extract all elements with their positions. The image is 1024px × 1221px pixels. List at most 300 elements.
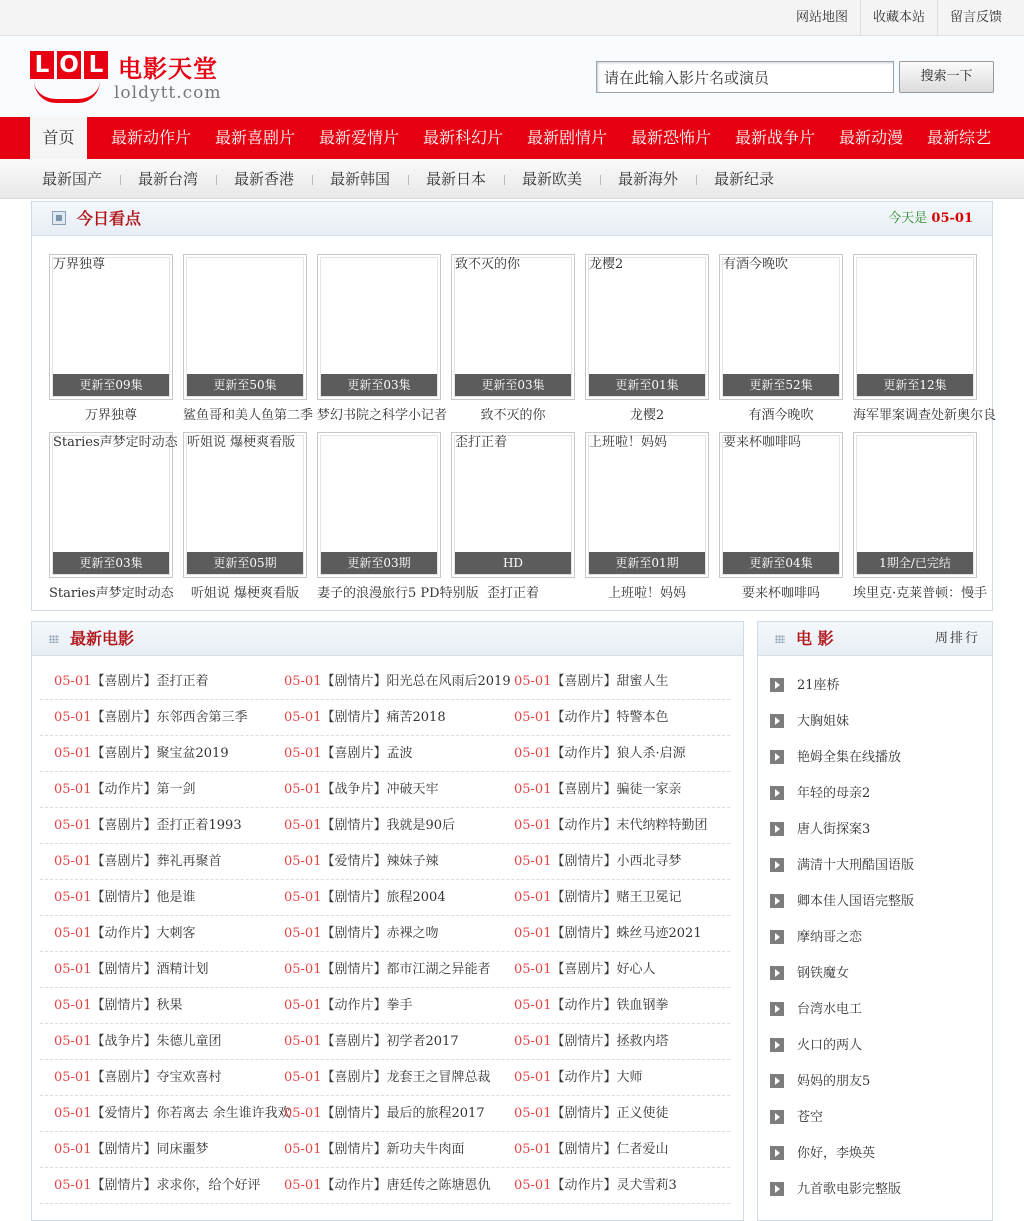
movie-link[interactable] — [284, 880, 509, 916]
poster-frame — [186, 257, 304, 397]
movie-link[interactable] — [514, 1168, 724, 1204]
movie-poster[interactable] — [49, 254, 173, 400]
movie-poster[interactable] — [183, 432, 307, 578]
movie-link[interactable] — [284, 1024, 509, 1060]
panel-square-icon — [52, 211, 66, 225]
subnav-hongkong[interactable]: 最新香港 — [234, 170, 295, 188]
movie-link[interactable] — [54, 1096, 291, 1132]
nav-drama[interactable]: 最新剧情片 — [527, 128, 608, 147]
table-row — [40, 844, 730, 880]
movie-date: 05-01 — [514, 854, 552, 869]
logo-chinese-name: 电影天堂 — [118, 55, 218, 83]
rank-item[interactable] — [770, 812, 980, 848]
movie-date: 05-01 — [54, 962, 92, 977]
movie-link[interactable] — [514, 808, 724, 844]
movie-genre: 【动作片】 — [551, 998, 617, 1013]
poster-frame — [52, 435, 178, 575]
play-arrow-icon — [770, 894, 784, 908]
movie-link[interactable] — [514, 916, 724, 952]
movie-link[interactable] — [54, 1168, 279, 1204]
movie-genre: 【喜剧片】 — [91, 746, 157, 761]
movie-card[interactable] — [49, 432, 178, 601]
movie-link[interactable] — [54, 1024, 279, 1060]
grid-dots-icon — [49, 635, 59, 643]
movie-title: 好心人 — [616, 962, 656, 977]
movie-link[interactable] — [514, 880, 724, 916]
movie-genre: 【动作片】 — [91, 782, 157, 797]
movie-link[interactable] — [54, 664, 279, 700]
movie-date: 05-01 — [514, 710, 552, 725]
rank-item[interactable] — [770, 848, 980, 884]
rank-item-title: 你好，李焕英 — [797, 1146, 876, 1161]
panel-header — [32, 202, 992, 236]
movie-card[interactable] — [853, 254, 997, 423]
play-arrow-icon — [770, 786, 784, 800]
movie-genre: 【剧情片】 — [321, 710, 387, 725]
movie-date: 05-01 — [284, 890, 322, 905]
movie-link[interactable] — [54, 880, 279, 916]
movie-link[interactable] — [284, 1168, 509, 1204]
movie-link[interactable] — [54, 952, 279, 988]
table-row — [40, 1096, 730, 1132]
movie-date: 05-01 — [514, 1034, 552, 1049]
movie-genre: 【喜剧片】 — [551, 962, 617, 977]
movie-date: 05-01 — [284, 1142, 322, 1157]
rank-item[interactable] — [770, 704, 980, 740]
movie-date: 05-01 — [54, 854, 92, 869]
movie-caption[interactable]: 上班啦！妈妈 — [607, 586, 686, 601]
poster-frame — [722, 257, 840, 397]
movie-title: 拯救内塔 — [616, 1034, 669, 1049]
update-badge: 更新至04集 — [723, 552, 839, 574]
movie-link[interactable] — [514, 952, 724, 988]
movie-caption[interactable]: 有酒今晚吹 — [748, 408, 814, 423]
movie-date: 05-01 — [54, 746, 92, 761]
movie-title: 龙套王之冒牌总裁 — [386, 1070, 491, 1085]
movie-date: 05-01 — [514, 926, 552, 941]
rank-item-title: 大胸姐妹 — [797, 714, 850, 729]
movie-poster[interactable] — [853, 254, 977, 400]
play-arrow-icon — [770, 750, 784, 764]
subnav-western[interactable]: 最新欧美 — [522, 170, 583, 188]
movie-date: 05-01 — [54, 674, 92, 689]
movie-link[interactable] — [284, 1060, 509, 1096]
movie-link[interactable] — [284, 988, 509, 1024]
movie-link[interactable] — [514, 1060, 724, 1096]
table-row — [40, 988, 730, 1024]
movie-title: 都市江湖之异能者 — [386, 962, 491, 977]
movie-caption[interactable]: 龙樱2 — [629, 408, 665, 423]
rank-item[interactable] — [770, 992, 980, 1028]
movie-title: 小西北寻梦 — [616, 854, 682, 869]
movie-title: 狼人杀·启源 — [616, 746, 686, 761]
movie-link[interactable] — [514, 1024, 724, 1060]
movie-link[interactable] — [514, 844, 724, 880]
movie-link[interactable] — [54, 700, 279, 736]
movie-link[interactable] — [284, 808, 509, 844]
movie-title: 仁者爱山 — [616, 1142, 669, 1157]
movie-caption[interactable]: 听姐说 爆梗爽看版 — [190, 586, 300, 601]
play-arrow-icon — [770, 930, 784, 944]
movie-genre: 【剧情片】 — [91, 890, 157, 905]
movie-poster[interactable] — [451, 432, 575, 578]
weekly-rank-tab[interactable]: 周排行 — [934, 631, 980, 646]
movie-title: 拳手 — [386, 998, 413, 1013]
nav-romance[interactable]: 最新爱情片 — [319, 128, 400, 147]
poster-frame — [588, 435, 706, 575]
subnav-japan[interactable]: 最新日本 — [426, 170, 487, 188]
movie-poster[interactable] — [317, 254, 441, 400]
movie-card[interactable] — [49, 254, 173, 423]
movie-title: 旅程2004 — [386, 890, 446, 905]
rank-item-title: 摩纳哥之恋 — [797, 930, 863, 945]
movie-poster[interactable] — [719, 432, 843, 578]
feedback-link[interactable]: 留言反馈 — [937, 0, 1014, 36]
movie-date: 05-01 — [284, 674, 322, 689]
movie-caption[interactable]: 海军罪案调查处新奥尔良 — [853, 408, 997, 423]
movie-date: 05-01 — [54, 998, 92, 1013]
movie-title: 求求你，给个好评 — [156, 1178, 261, 1193]
movie-title: 大师 — [616, 1070, 643, 1085]
nav-divider — [408, 175, 409, 185]
movie-title: 秋果 — [156, 998, 183, 1013]
movie-genre: 【喜剧片】 — [91, 818, 157, 833]
today-date — [888, 202, 973, 236]
movie-poster[interactable] — [853, 432, 977, 578]
bookmark-link[interactable]: 收藏本站 — [860, 0, 937, 36]
nav-divider — [216, 175, 217, 185]
nav-anime[interactable]: 最新动漫 — [839, 128, 904, 147]
movie-date: 05-01 — [284, 854, 322, 869]
movie-link[interactable] — [284, 1096, 509, 1132]
nav-home[interactable]: 首页 — [30, 117, 87, 159]
play-arrow-icon — [770, 1182, 784, 1196]
table-row — [40, 1024, 730, 1060]
rank-item-title: 苍空 — [797, 1110, 824, 1125]
movie-link[interactable] — [284, 916, 509, 952]
movie-date: 05-01 — [514, 962, 552, 977]
movie-title: 大刺客 — [156, 926, 196, 941]
movie-poster[interactable] — [49, 432, 178, 578]
rank-item[interactable] — [770, 1064, 980, 1100]
movie-link[interactable] — [54, 772, 279, 808]
nav-scifi[interactable]: 最新科幻片 — [423, 128, 504, 147]
rank-item[interactable] — [770, 668, 980, 704]
movie-card[interactable] — [183, 432, 307, 601]
movie-date: 05-01 — [514, 1106, 552, 1121]
movie-poster[interactable] — [585, 254, 709, 400]
movie-genre: 【动作片】 — [551, 710, 617, 725]
movie-date: 05-01 — [284, 1106, 322, 1121]
movie-card[interactable] — [719, 432, 843, 601]
movie-genre: 【剧情片】 — [91, 1142, 157, 1157]
movie-genre: 【爱情片】 — [321, 854, 387, 869]
movie-title: 正义使徒 — [616, 1106, 669, 1121]
subnav-korea[interactable]: 最新韩国 — [330, 170, 391, 188]
poster-frame — [454, 257, 572, 397]
movie-date: 05-01 — [284, 1034, 322, 1049]
nav-comedy[interactable]: 最新喜剧片 — [215, 128, 296, 147]
movie-date: 05-01 — [284, 710, 322, 725]
movie-date: 05-01 — [514, 746, 552, 761]
movie-poster[interactable] — [317, 432, 441, 578]
movie-genre: 【剧情片】 — [321, 1142, 387, 1157]
movie-card[interactable] — [317, 432, 479, 601]
movie-caption[interactable]: 歪打正着 — [486, 586, 539, 601]
movie-genre: 【动作片】 — [321, 1178, 387, 1193]
poster-alt-text: 上班啦！妈妈 — [589, 435, 668, 450]
movie-genre: 【动作片】 — [551, 818, 617, 833]
movie-link[interactable] — [54, 844, 279, 880]
movie-date: 05-01 — [514, 782, 552, 797]
movie-title: 东邻西舍第三季 — [156, 710, 248, 725]
movie-link[interactable] — [514, 664, 724, 700]
movie-poster[interactable] — [451, 254, 575, 400]
poster-frame — [856, 435, 974, 575]
movie-date: 05-01 — [514, 818, 552, 833]
movie-genre: 【剧情片】 — [551, 854, 617, 869]
rank-item-title: 年轻的母亲2 — [797, 786, 871, 801]
movie-card[interactable] — [451, 432, 575, 601]
movie-title: 冲破天牢 — [386, 782, 439, 797]
panel-title: 电 影 — [796, 629, 834, 648]
logo-letter: L — [30, 51, 54, 79]
movie-link[interactable] — [514, 736, 724, 772]
movie-caption[interactable]: 埃里克·克莱普顿：慢手 — [853, 586, 988, 601]
movie-link[interactable] — [514, 1096, 724, 1132]
movie-title: 骗徒一家亲 — [616, 782, 682, 797]
movie-title: 歪打正着1993 — [156, 818, 242, 833]
subnav-documentary[interactable]: 最新纪录 — [714, 170, 775, 188]
movie-genre: 【战争片】 — [91, 1034, 157, 1049]
logo-domain: loldytt.com — [114, 83, 222, 103]
movie-card[interactable] — [585, 254, 709, 423]
movie-link[interactable] — [284, 844, 509, 880]
movie-date: 05-01 — [514, 890, 552, 905]
update-badge: 更新至52集 — [723, 374, 839, 396]
movie-link[interactable] — [284, 664, 509, 700]
play-arrow-icon — [770, 1038, 784, 1052]
movie-title: 聚宝盆2019 — [156, 746, 229, 761]
movie-genre: 【喜剧片】 — [91, 710, 157, 725]
play-arrow-icon — [770, 1002, 784, 1016]
movie-poster[interactable] — [719, 254, 843, 400]
rank-item[interactable] — [770, 956, 980, 992]
poster-alt-text: 万界独尊 — [53, 257, 106, 272]
movie-title: 赤裸之吻 — [386, 926, 439, 941]
movie-date: 05-01 — [54, 1142, 92, 1157]
movie-poster[interactable] — [183, 254, 307, 400]
movie-link[interactable] — [284, 952, 509, 988]
movie-card[interactable] — [317, 254, 448, 423]
movie-genre: 【剧情片】 — [551, 926, 617, 941]
update-badge: 更新至50集 — [187, 374, 303, 396]
movie-date: 05-01 — [514, 1178, 552, 1193]
search-input[interactable] — [596, 61, 894, 93]
movie-poster[interactable] — [585, 432, 709, 578]
rank-item[interactable] — [770, 1100, 980, 1136]
movie-caption[interactable]: 鲨鱼哥和美人鱼第二季 — [183, 408, 314, 423]
rank-item[interactable] — [770, 1172, 980, 1208]
rank-item-title: 九首歌电影完整版 — [797, 1182, 902, 1197]
table-row — [40, 1060, 730, 1096]
site-logo[interactable] — [30, 49, 240, 107]
update-badge: 更新至05期 — [187, 552, 303, 574]
movie-genre: 【剧情片】 — [551, 1034, 617, 1049]
logo-letter: O — [57, 51, 81, 79]
movie-title: 阳光总在风雨后2019 — [386, 674, 511, 689]
movie-title: 夺宝欢喜村 — [156, 1070, 222, 1085]
movie-caption[interactable]: 要来杯咖啡吗 — [741, 586, 820, 601]
table-row — [40, 808, 730, 844]
movie-link[interactable] — [54, 988, 279, 1024]
rank-item[interactable] — [770, 776, 980, 812]
movie-genre: 【剧情片】 — [321, 1106, 387, 1121]
movie-genre: 【动作片】 — [551, 1178, 617, 1193]
play-arrow-icon — [770, 1074, 784, 1088]
movie-link[interactable] — [514, 988, 724, 1024]
rank-item-title: 妈妈的朋友5 — [797, 1074, 871, 1089]
movie-link[interactable] — [54, 808, 279, 844]
movie-genre: 【剧情片】 — [321, 926, 387, 941]
movie-card[interactable] — [719, 254, 843, 423]
movie-link[interactable] — [284, 1132, 509, 1168]
movie-ranking-panel — [757, 621, 993, 1221]
nav-war[interactable]: 最新战争片 — [735, 128, 816, 147]
movie-date: 05-01 — [284, 1070, 322, 1085]
play-arrow-icon — [770, 714, 784, 728]
movie-link[interactable] — [54, 736, 279, 772]
movie-title: 新功夫牛肉面 — [386, 1142, 465, 1157]
movie-date: 05-01 — [284, 746, 322, 761]
movie-title: 孟波 — [386, 746, 413, 761]
movie-card[interactable] — [853, 432, 988, 601]
movie-link[interactable] — [54, 916, 279, 952]
main-nav — [0, 117, 1024, 159]
poster-frame — [856, 257, 974, 397]
latest-movies-panel — [31, 621, 744, 1221]
poster-frame — [588, 257, 706, 397]
date-label: 今天是 — [888, 211, 928, 226]
movie-genre: 【剧情片】 — [321, 674, 387, 689]
grid-dots-icon — [775, 635, 785, 643]
movie-date: 05-01 — [54, 890, 92, 905]
movie-genre: 【喜剧片】 — [321, 746, 387, 761]
subnav-taiwan[interactable]: 最新台湾 — [138, 170, 199, 188]
movie-date: 05-01 — [54, 1178, 92, 1193]
table-row — [40, 700, 730, 736]
movie-date: 05-01 — [54, 710, 92, 725]
movie-date: 05-01 — [514, 1070, 552, 1085]
movie-card[interactable] — [585, 432, 709, 601]
movie-link[interactable] — [514, 772, 724, 808]
movie-genre: 【剧情片】 — [551, 1106, 617, 1121]
movie-genre: 【动作片】 — [551, 1070, 617, 1085]
movie-title: 最后的旅程2017 — [386, 1106, 485, 1121]
movie-link[interactable] — [514, 1132, 724, 1168]
movie-caption[interactable]: 梦幻书院之科学小记者 — [317, 408, 448, 423]
movie-title: 葬礼再聚首 — [156, 854, 222, 869]
panel-title: 今日看点 — [77, 209, 142, 228]
rank-item-title: 台湾水电工 — [797, 1002, 863, 1017]
update-badge: 更新至03期 — [321, 552, 437, 574]
movie-genre: 【剧情片】 — [91, 998, 157, 1013]
table-row — [40, 916, 730, 952]
movie-caption[interactable]: 致不灭的你 — [480, 408, 546, 423]
movie-link[interactable] — [284, 700, 509, 736]
movie-date: 05-01 — [284, 818, 322, 833]
subnav-overseas[interactable]: 最新海外 — [618, 170, 679, 188]
nav-variety[interactable]: 最新综艺 — [927, 128, 992, 147]
sub-nav — [0, 159, 1024, 199]
logo-smile-icon — [34, 81, 100, 103]
movie-genre: 【喜剧片】 — [91, 1070, 157, 1085]
movie-date: 05-01 — [54, 1034, 92, 1049]
poster-frame — [722, 435, 840, 575]
poster-alt-text: 听姐说 爆梗爽看版 — [187, 435, 296, 450]
movie-title: 酒精计划 — [156, 962, 209, 977]
movie-date: 05-01 — [284, 962, 322, 977]
poster-frame — [320, 435, 438, 575]
rank-item[interactable] — [770, 884, 980, 920]
update-badge: 更新至01集 — [589, 374, 705, 396]
movie-card[interactable] — [183, 254, 314, 423]
update-badge: HD — [455, 552, 571, 574]
movie-genre: 【剧情片】 — [321, 962, 387, 977]
movie-caption[interactable]: 妻子的浪漫旅行5 PD特别版 — [317, 586, 479, 601]
nav-horror[interactable]: 最新恐怖片 — [631, 128, 712, 147]
nav-action[interactable]: 最新动作片 — [111, 128, 192, 147]
nav-divider — [312, 175, 313, 185]
update-badge: 更新至03集 — [53, 552, 169, 574]
movie-link[interactable] — [54, 1132, 279, 1168]
search-button[interactable]: 搜索一下 — [899, 61, 994, 93]
panel-header — [32, 622, 743, 656]
movie-caption[interactable]: Staries声梦定时动态 — [49, 586, 174, 601]
play-arrow-icon — [770, 858, 784, 872]
movie-title: 他是谁 — [156, 890, 196, 905]
movie-title: 同床噩梦 — [156, 1142, 209, 1157]
movie-title: 第一剑 — [156, 782, 196, 797]
movie-link[interactable] — [54, 1060, 279, 1096]
movie-genre: 【喜剧片】 — [321, 1070, 387, 1085]
movie-genre: 【喜剧片】 — [551, 674, 617, 689]
table-row — [40, 880, 730, 916]
subnav-mainland[interactable]: 最新国产 — [42, 170, 103, 188]
movie-genre: 【剧情片】 — [551, 890, 617, 905]
site-map-link[interactable]: 网站地图 — [795, 10, 848, 25]
movie-link[interactable] — [284, 736, 509, 772]
movie-link[interactable] — [284, 772, 509, 808]
table-row — [40, 1168, 730, 1204]
movie-title: 辣妹子辣 — [386, 854, 439, 869]
movie-date: 05-01 — [54, 926, 92, 941]
panel-title: 最新电影 — [70, 629, 135, 648]
poster-alt-text: 致不灭的你 — [455, 257, 521, 272]
movie-caption[interactable]: 万界独尊 — [84, 408, 137, 423]
movie-date: 05-01 — [514, 1142, 552, 1157]
movie-genre: 【喜剧片】 — [91, 674, 157, 689]
rank-item[interactable] — [770, 920, 980, 956]
movie-genre: 【动作片】 — [551, 746, 617, 761]
rank-item[interactable] — [770, 740, 980, 776]
movie-card[interactable] — [451, 254, 575, 423]
table-row — [40, 772, 730, 808]
rank-item[interactable] — [770, 1136, 980, 1172]
table-row — [40, 664, 730, 700]
movie-link[interactable] — [514, 700, 724, 736]
rank-item[interactable] — [770, 1028, 980, 1064]
